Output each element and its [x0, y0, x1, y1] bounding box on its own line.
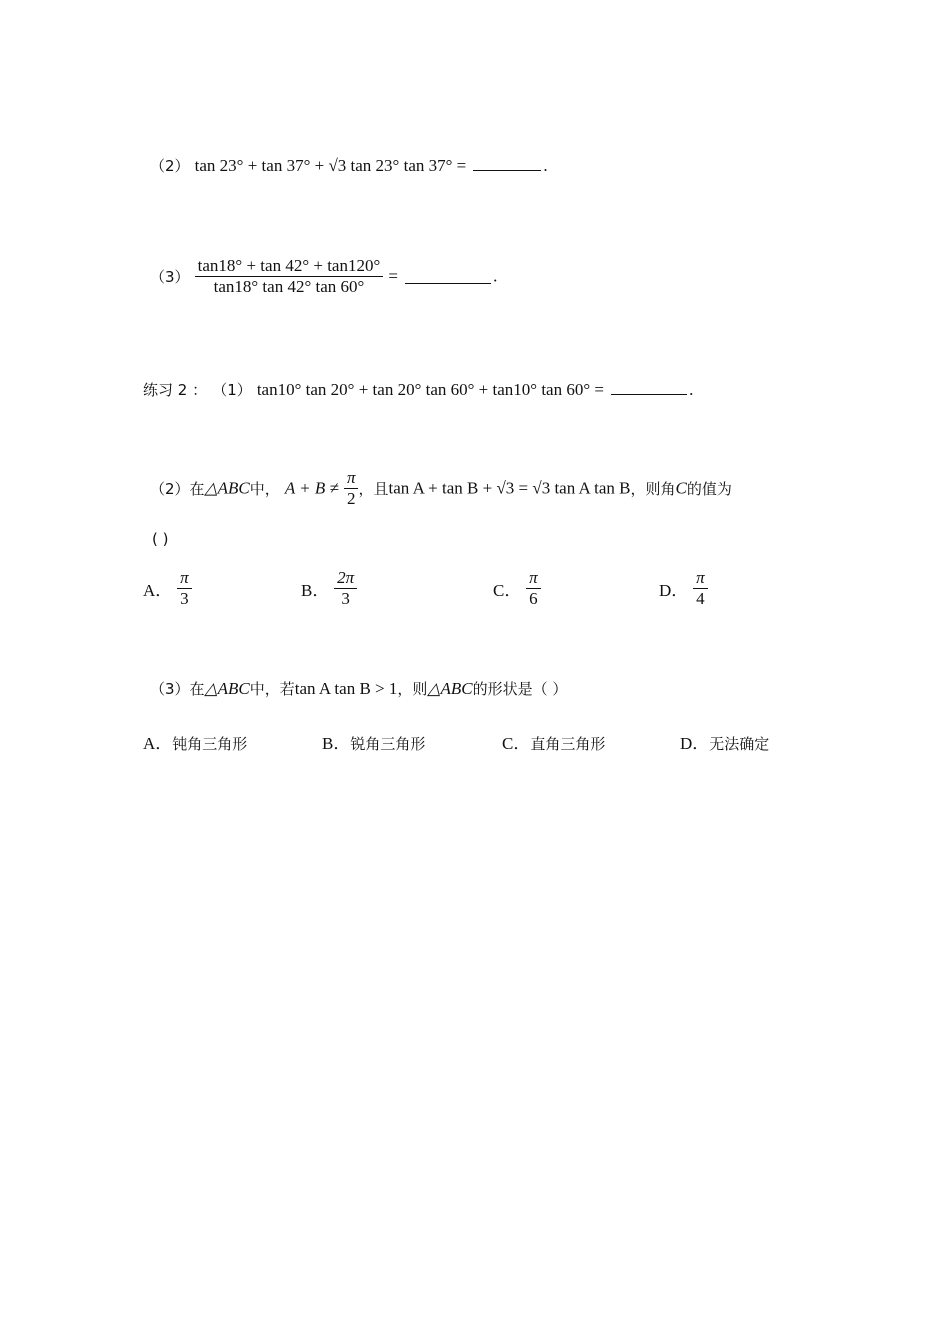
- triangle-abc: △ABC: [204, 679, 250, 698]
- option-fraction: $\frac{\pi}{3}$: [177, 568, 192, 609]
- fraction-pi-over-2: $\frac{\pi}{2}$: [344, 468, 359, 509]
- exercise2-part1: 练习 2 ： （1） tan10° tan 20° + tan 20° tan 60° + tan10° tan 60° = .: [143, 380, 694, 399]
- part-label: （2）: [150, 157, 190, 175]
- answer-blank[interactable]: [405, 269, 491, 284]
- option-d[interactable]: D． $\frac{\pi}{4}$: [659, 568, 708, 609]
- triangle-abc: △ABC: [427, 679, 473, 698]
- option-fraction: $\frac{\pi}{6}$: [526, 568, 541, 609]
- answer-paren[interactable]: ( ): [152, 530, 169, 548]
- option-d[interactable]: D．无法确定: [680, 734, 770, 753]
- option-a[interactable]: A． $\frac{\pi}{3}$: [143, 568, 192, 609]
- condition: tan A tan B > 1: [294, 679, 398, 698]
- option-b[interactable]: B．锐角三角形: [322, 734, 426, 753]
- equation: tan A + tan B + √3 = √3 tan A tan B: [388, 478, 631, 498]
- part-label: （3）: [150, 268, 190, 286]
- option-c[interactable]: C． $\frac{\pi}{6}$: [493, 568, 541, 609]
- option-c[interactable]: C．直角三角形: [502, 734, 606, 753]
- math-expression: tan 23° + tan 37° + √3 tan 23° tan 37° =: [194, 156, 467, 175]
- part-label: （3）在: [150, 680, 205, 698]
- exercise2-part3: （3）在△ABC中，若tan A tan B > 1，则△ABC的形状是（ ）: [150, 679, 568, 698]
- exercise2-part2: （2）在△ABC中， A + B ≠ $\frac{\pi}{2}$ ，且tan A + tan B + √3 = √3 tan A tan B，则角C的值为: [150, 468, 732, 508]
- q-part2: （2） tan 23° + tan 37° + √3 tan 23° tan 37° = .: [150, 156, 548, 175]
- math-expression: tan10° tan 20° + tan 20° tan 60° + tan10° tan 60° =: [256, 380, 604, 399]
- option-fraction: $\frac{\pi}{4}$: [693, 568, 708, 609]
- triangle-abc: △ABC: [204, 478, 250, 498]
- exercise-title: 练习 2 ：: [143, 381, 208, 399]
- answer-blank[interactable]: [611, 380, 687, 395]
- condition: A + B ≠: [284, 478, 339, 498]
- numerator: tan18° + tan 42° + tan120°: [197, 256, 381, 275]
- q-part3: （3） $\frac{\tan 18^\circ + \tan 42^\circ + \tan 120^\circ}{\tan 18^\circ \tan 42^\circ \tan 60^\circ}$ = .: [150, 256, 498, 296]
- option-b[interactable]: B． $\frac{2\pi}{3}$: [301, 568, 357, 609]
- part-label: （2）在: [150, 480, 205, 498]
- answer-blank[interactable]: [473, 156, 541, 171]
- option-a[interactable]: A．钝角三角形: [143, 734, 248, 753]
- fraction: [195, 256, 384, 297]
- option-fraction: $\frac{2\pi}{3}$: [334, 568, 357, 609]
- part-label: （1）: [212, 381, 252, 399]
- denominator: tan18° tan 42° tan 60°: [195, 276, 384, 297]
